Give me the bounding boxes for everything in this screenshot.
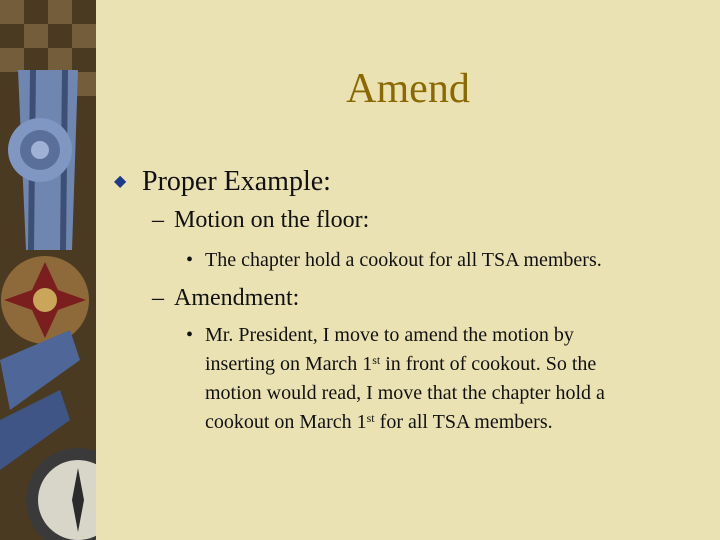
bullet-proper-example [114, 166, 331, 198]
amendment-line: cookout on March 1st for all TSA members. [205, 411, 553, 433]
dash-bullet-icon: – [152, 207, 164, 233]
amendment-text [205, 321, 605, 437]
amendment-line: Mr. President, I move to amend the motion by [205, 324, 574, 346]
proper-example-text: Proper Example: [142, 166, 331, 197]
medals-decoration-image [0, 0, 96, 540]
dash-bullet-icon: – [152, 285, 164, 311]
motion-heading [152, 206, 369, 234]
dot-bullet-icon: • [186, 249, 194, 271]
motion-text: The chapter hold a cookout for all TSA members. [205, 249, 602, 271]
amendment-text-item [186, 321, 605, 437]
motion-text-item [186, 246, 602, 275]
medals-illustration [0, 0, 96, 540]
dot-bullet-icon: • [186, 324, 194, 346]
amendment-line: motion would read, I move that the chapter hold a [205, 382, 605, 404]
slide-title: Amend [346, 66, 470, 112]
amendment-heading-text: Amendment: [174, 285, 300, 311]
amendment-heading [152, 284, 299, 312]
diamond-bullet-icon: ◆ [114, 173, 127, 190]
motion-heading-text: Motion on the floor: [174, 207, 370, 233]
cross-medal-image [1, 256, 89, 344]
amendment-line: inserting on March 1st in front of cookout. So the [205, 353, 597, 375]
